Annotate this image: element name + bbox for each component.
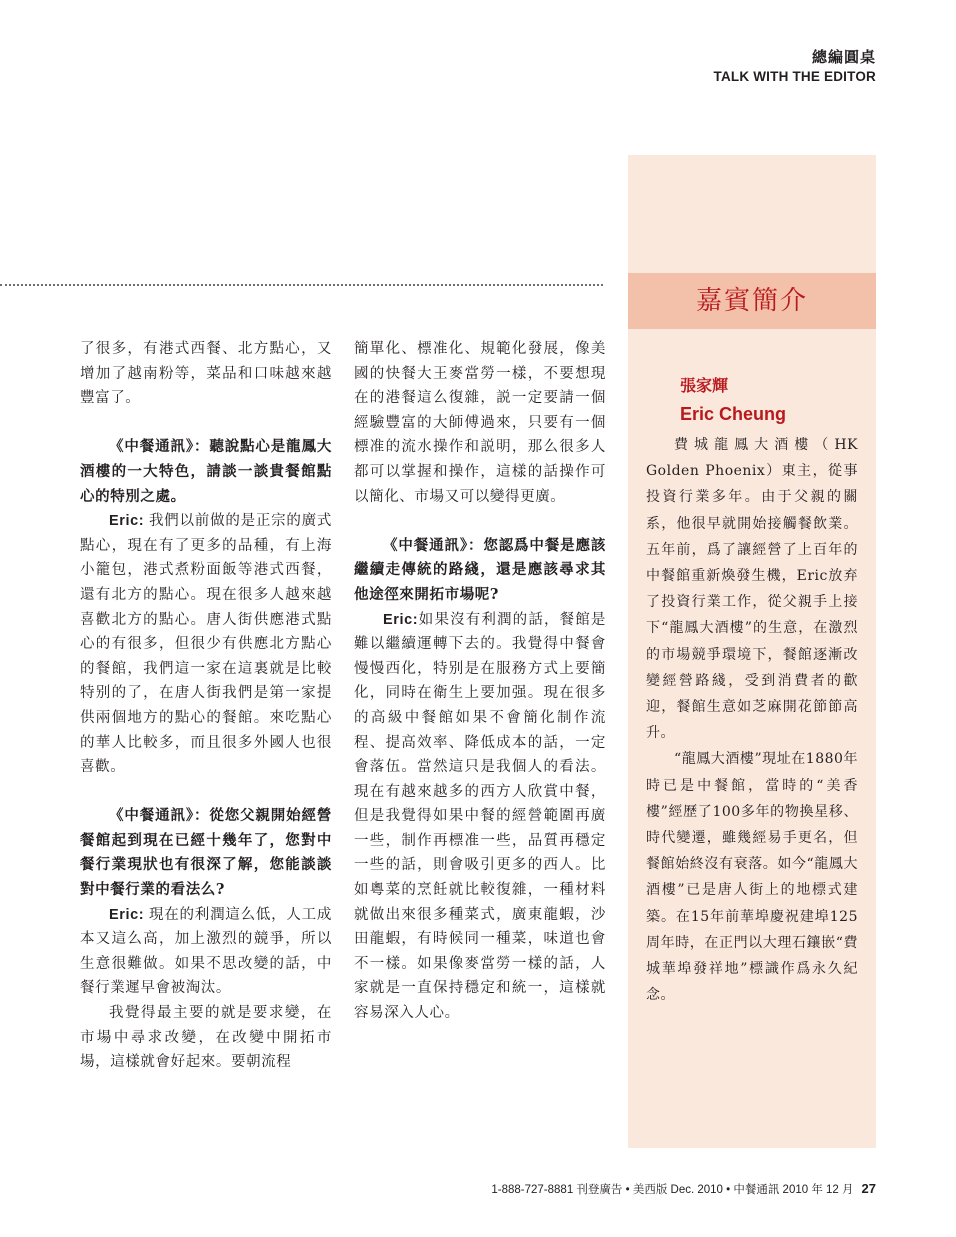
- guest-name-en: Eric Cheung: [680, 404, 787, 424]
- interview-question: 《中餐通訊》：從您父親開始經營餐館起到現在已經十幾年了，您對中餐行業現狀也有很深了解，您能談談對中餐行業的看法么?: [80, 807, 332, 899]
- article-column-2: [354, 337, 606, 1026]
- speaker-label: Eric:: [109, 906, 150, 923]
- interview-answer: [354, 608, 606, 1026]
- interview-question: 《中餐通訊》：聽說點心是龍鳳大酒樓的一大特色，請談一談貴餐館點心的特別之處。: [80, 438, 332, 505]
- dotted-divider: [0, 284, 603, 286]
- footer-info: 1-888-727-8881 刊登廣告 • 美西版 Dec. 2010 • 中餐通訊 2010 年 12 月: [491, 1184, 854, 1196]
- answer-text: 如果沒有利潤的話，餐館是難以繼續運轉下去的。我覺得中餐會慢慢西化，特别是在服務方式上要簡化，同時在衛生上要加强。現在很多的高級中餐館如果不會簡化制作流程、提高效率、降低成本的話，一定會落伍。當然這只是我個人的看法。現在有越來越多的西方人欣賞中餐，但是我覺得如果中餐的經營範圍再廣一些，制作再標准一些，品質再穩定一些的話，則會吸引更多的西人。比如粵菜的烹飪就比較復雜，一種材料就做出來很多種菜式，廣東龍蝦，沙田龍蝦，有時候同一種菜，味道也會不一樣。如果像麥當勞一樣的話，人家就是一直保持穩定和統一，這樣就容易深入人心。: [354, 611, 606, 1022]
- answer-text: 現在的利潤這么低，人工成本又這么高，加上激烈的競爭，所以生意很難做。如果不思改變的話，中餐行業遲早會被淘汰。: [80, 906, 332, 997]
- section-title-zh: 總編圓桌: [811, 48, 876, 66]
- paragraph: 簡單化、標准化、規範化發展，像美國的快餐大王麥當勞一樣，不要想現在的港餐這么復雜，説一定要請一個經驗豐富的大師傅過來，只要有一個標准的流水操作和説明，那么很多人都可以掌握和操作，這樣的話操作可以簡化、市場又可以變得更廣。: [354, 341, 606, 505]
- paragraph: 我覺得最主要的就是要求變，在市場中尋求改變，在改變中開拓市場，這樣就會好起來。要朝流程: [80, 1005, 332, 1071]
- article-column-1: [80, 337, 332, 1075]
- speaker-label: Eric:: [109, 513, 150, 530]
- bio-paragraph: 費城龍鳳大酒樓（HK Golden Phoenix）東主，從事投資行業多年。由于父親的關系，他很早就開始接觸餐飲業。五年前，爲了讓經營了上百年的中餐館重新煥發生機，Eric放弃了投資行業工作，從父親手上接下“龍鳳大酒樓”的生意，在激烈的市場競爭環境下，餐館逐漸改變經營路綫，受到消費者的歡迎，餐館生意如芝麻開花節節高升。: [646, 437, 858, 742]
- section-title-en: TALK WITH THE EDITOR: [713, 69, 876, 84]
- page-footer: [491, 1180, 876, 1199]
- speaker-label: Eric:: [383, 611, 419, 628]
- section-header: [714, 47, 877, 87]
- page-number: 27: [861, 1181, 876, 1196]
- guest-bio: [646, 432, 858, 1008]
- paragraph: 了很多，有港式西餐、北方點心，又增加了越南粉等，菜品和口味越來越豐富了。: [80, 341, 332, 407]
- answer-text: 我們以前做的是正宗的廣式點心，現在有了更多的品種，有上海小籠包，港式煮粉面飯等港式西餐，還有北方的點心。現在很多人越來越喜歡北方的點心。唐人街供應港式點心的有很多，但很少有供應北方點心的餐館，我們這一家在這裏就是比較特别的了，在唐人街我們是第一家提供兩個地方的點心的餐館。來吃點心的華人比較多，而且很多外國人也很喜歡。: [80, 513, 332, 776]
- sidebar-title: 嘉賓簡介: [695, 286, 808, 316]
- bio-paragraph: “龍鳳大酒樓”現址在1880年時已是中餐館，當時的“美香樓”經歷了100多年的物換星移、時代變遷，雖幾經易手更名，但餐館始終沒有衰落。如今“龍鳳大酒樓”已是唐人街上的地標式建築。在15年前華埠慶祝建埠125周年時，在正門以大理石鑲嵌“費城華埠發祥地”標識作爲永久紀念。: [646, 751, 858, 1004]
- guest-name-zh: 張家輝: [680, 376, 729, 395]
- interview-answer: [80, 509, 332, 780]
- interview-answer: [80, 903, 332, 1001]
- guest-profile-sidebar: [628, 155, 876, 1148]
- interview-question: 《中餐通訊》：您認爲中餐是應該繼續走傳統的路綫，還是應該尋求其他途徑來開拓市場呢?: [354, 536, 606, 603]
